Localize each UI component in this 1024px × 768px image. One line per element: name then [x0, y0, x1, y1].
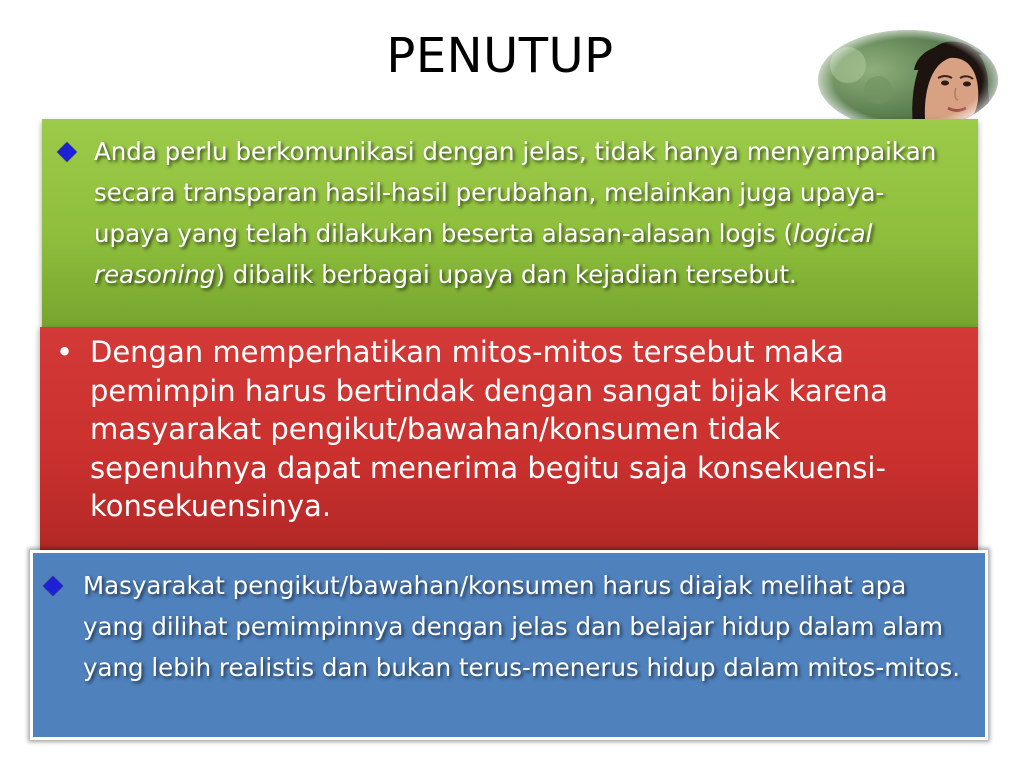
red-text-body: Dengan memperhatikan mitos-mitos tersebut maka pemimpin harus bertindak dengan sangat bijak karena masyarakat pengikut/bawahan/konsumen tidak sepenuhnya dapat menerima begitu saja konsekuensi-konsekuensinya.: [90, 335, 888, 523]
woman-portrait-icon: [818, 30, 998, 130]
slide-title: PENUTUP: [386, 28, 614, 84]
green-callout-panel: [42, 119, 978, 329]
round-bullet-icon: •: [56, 335, 74, 369]
green-text-part2: ) dibalik berbagai upaya dan kejadian tersebut.: [215, 260, 797, 289]
blue-callout-panel: [30, 550, 988, 740]
portrait-photo: [818, 30, 998, 130]
green-panel-text: [94, 131, 948, 295]
green-text-italic: logical reasoning: [94, 219, 873, 289]
red-callout-panel: [40, 327, 978, 550]
red-panel-text: [56, 333, 964, 526]
blue-text-body: Masyarakat pengikut/bawahan/konsumen harus diajak melihat apa yang dilihat pemimpinnya dengan jelas dan belajar hidup dalam alam yang lebih realistis dan bukan terus-menerus hidup dalam mitos-mitos.: [83, 571, 961, 682]
diamond-bullet-icon: [57, 142, 77, 162]
diamond-bullet-icon: [43, 576, 63, 596]
blue-panel-text: [83, 565, 969, 688]
green-text-part1: Anda perlu berkomunikasi dengan jelas, tidak hanya menyampaikan secara transparan hasil-hasil perubahan, melainkan juga upaya-upaya yang telah dilakukan beserta alasan-alasan logis (: [94, 137, 937, 248]
